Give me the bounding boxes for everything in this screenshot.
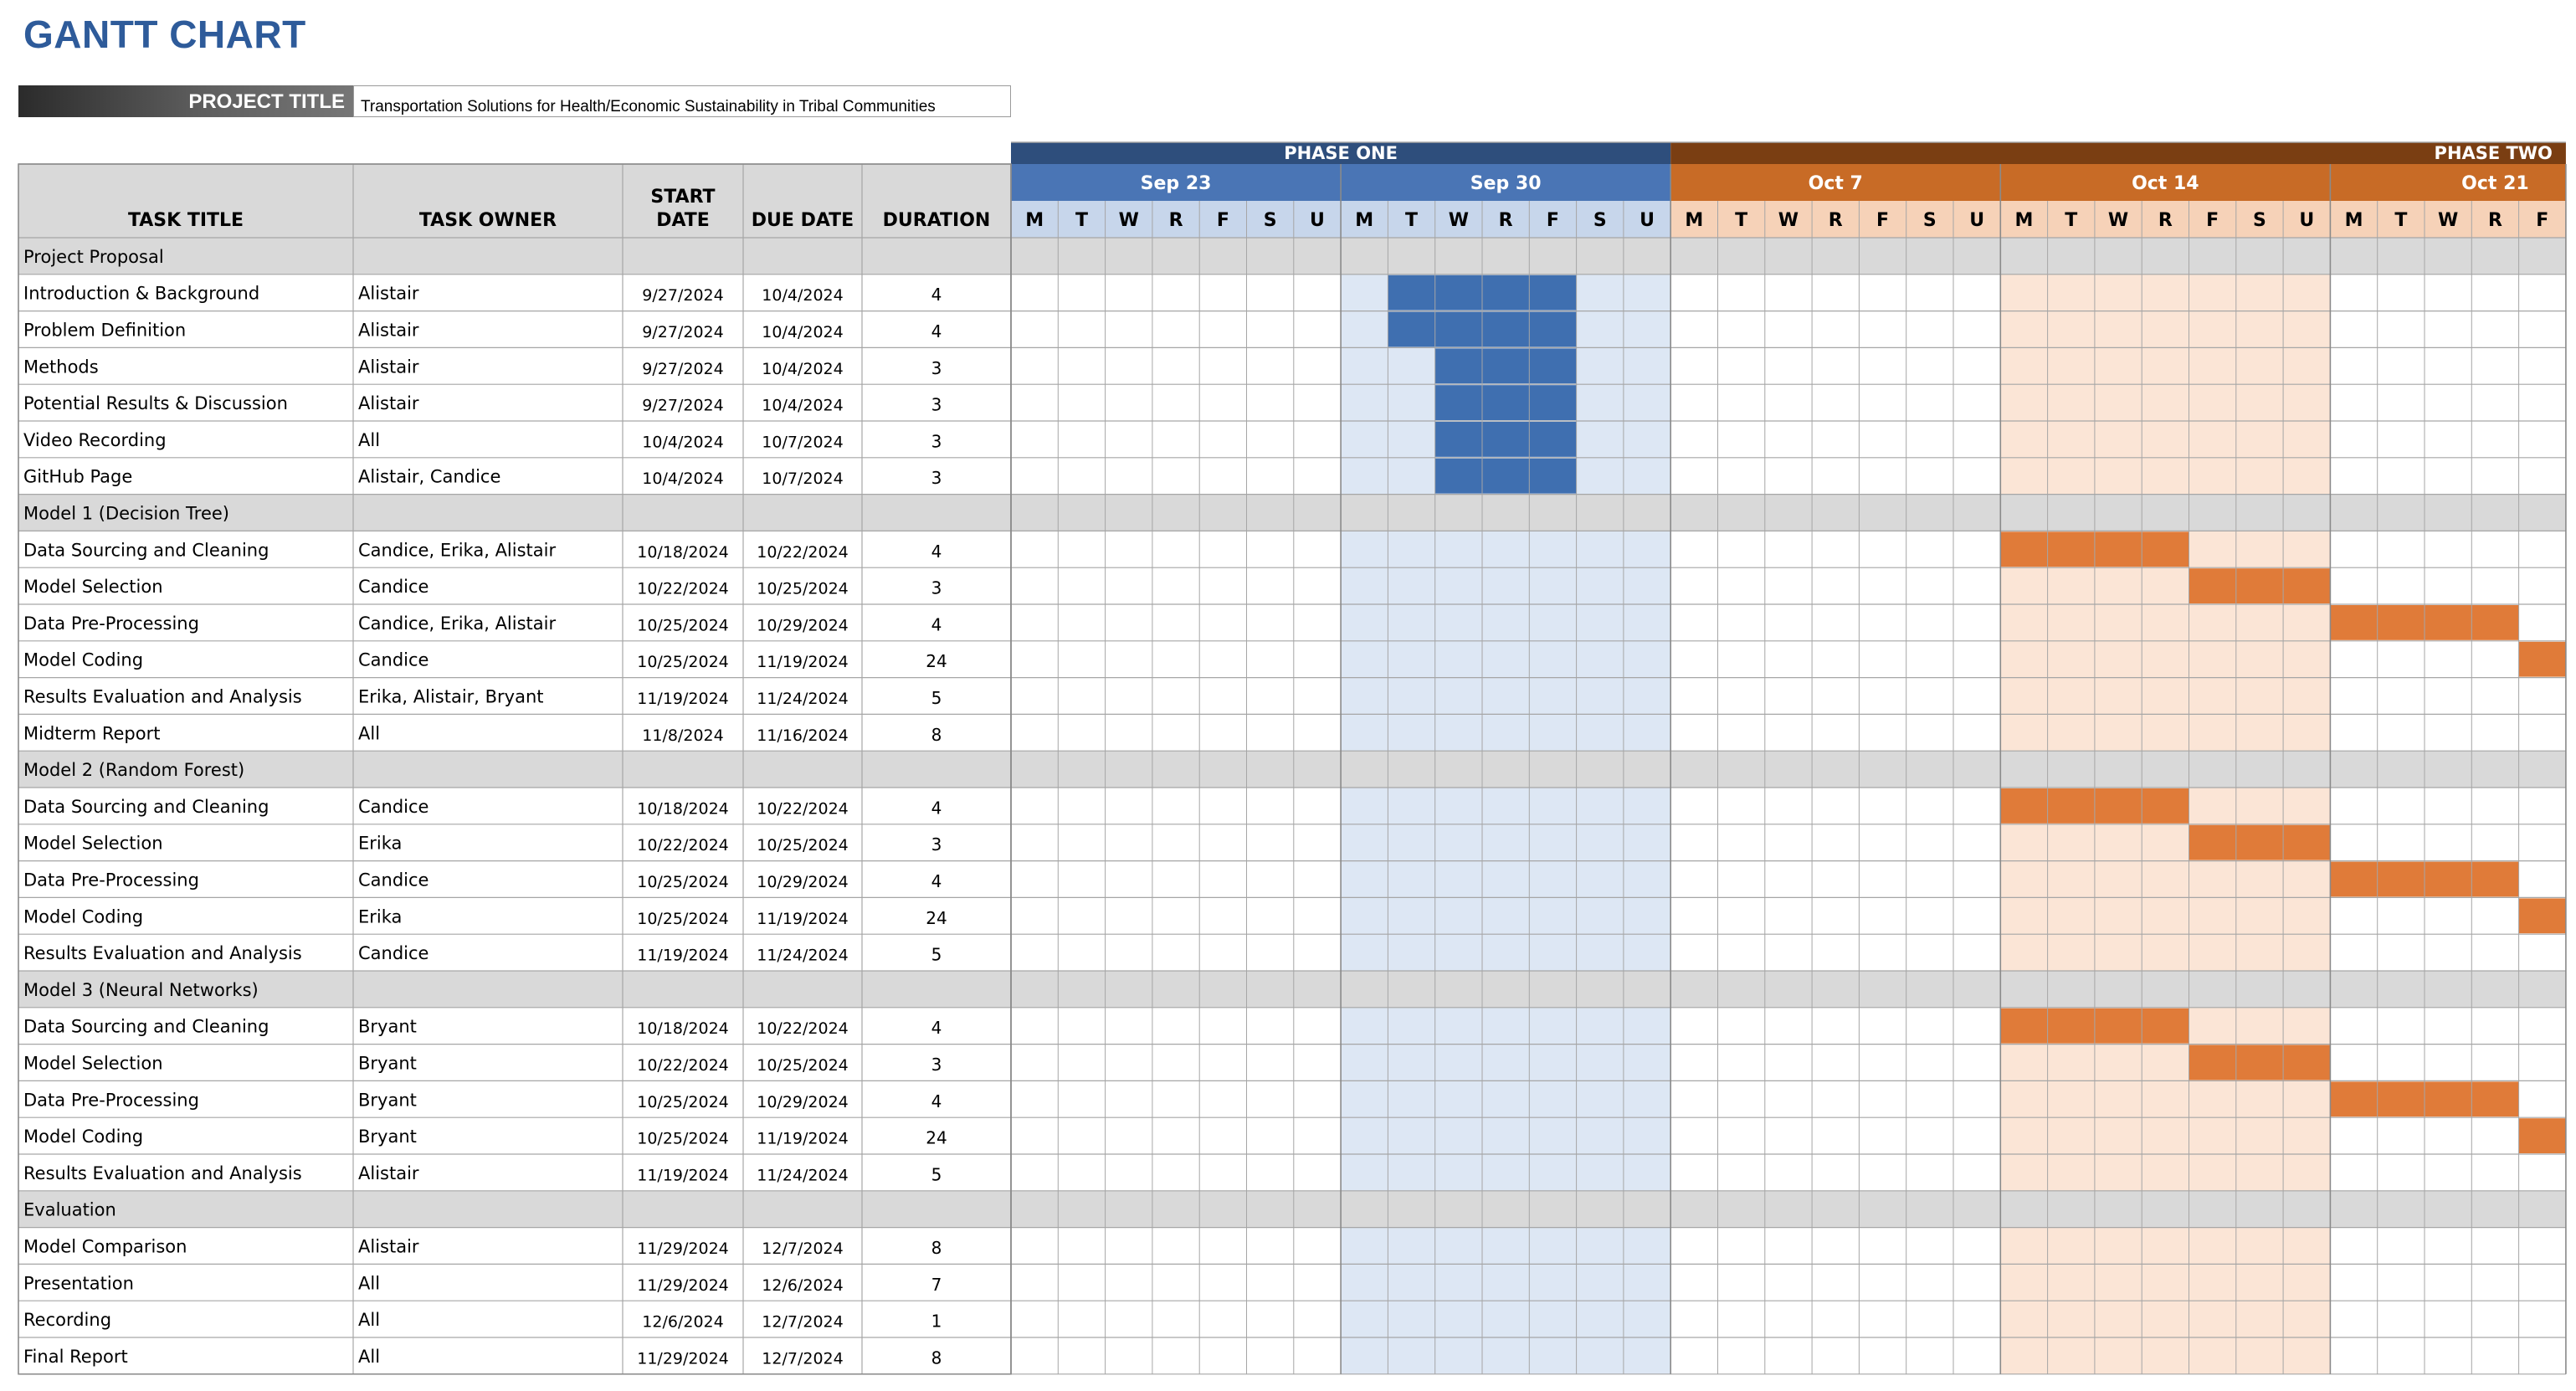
due-date-cell[interactable]: 10/4/2024 (762, 359, 844, 378)
day-letter: W (1448, 210, 1469, 231)
task-title-cell[interactable]: Midterm Report (23, 723, 161, 744)
start-date-cell[interactable]: 10/22/2024 (637, 579, 729, 598)
duration-cell[interactable]: 4 (931, 871, 942, 891)
duration-cell[interactable]: 3 (931, 431, 942, 452)
start-date-cell[interactable]: 10/18/2024 (637, 542, 729, 562)
start-date-cell[interactable]: 11/29/2024 (637, 1276, 729, 1295)
start-date-cell[interactable]: 10/4/2024 (642, 470, 724, 489)
start-date-cell[interactable]: 9/27/2024 (642, 323, 724, 341)
task-title-cell[interactable]: GitHub Page (23, 466, 133, 487)
task-owner-cell[interactable]: Candice, Erika, Alistair (358, 540, 557, 561)
task-title-cell[interactable]: Data Sourcing and Cleaning (23, 540, 269, 561)
day-letter: F (1876, 210, 1890, 231)
task-title-cell[interactable]: Recording (23, 1310, 112, 1331)
start-date-cell[interactable]: 10/25/2024 (637, 909, 729, 928)
phase-band (1670, 142, 2566, 164)
due-date-cell[interactable]: 10/4/2024 (762, 323, 844, 341)
due-date-cell[interactable]: 10/22/2024 (757, 1019, 849, 1039)
project-title-field[interactable]: Transportation Solutions for Health/Economic Sustainability in Tribal Communities (353, 85, 1011, 117)
gantt-bar[interactable] (1435, 459, 1577, 494)
day-letter: S (2253, 210, 2266, 231)
task-title-cell[interactable]: Data Pre-Processing (23, 1090, 199, 1111)
start-date-cell[interactable]: 11/19/2024 (637, 946, 729, 965)
section-title: Model 3 (Neural Networks) (23, 979, 259, 1000)
start-date-cell[interactable]: 10/25/2024 (637, 616, 729, 635)
day-letter: M (2014, 210, 2034, 231)
start-date-cell[interactable]: 10/25/2024 (637, 873, 729, 891)
task-owner-cell[interactable]: All (358, 723, 381, 744)
duration-cell[interactable]: 4 (931, 1018, 942, 1039)
week-label: Oct 21 (2461, 173, 2529, 194)
day-letter: R (2487, 210, 2502, 231)
start-date-cell[interactable]: 10/22/2024 (637, 836, 729, 855)
due-date-cell[interactable]: 10/29/2024 (757, 616, 849, 635)
due-date-cell[interactable]: 11/16/2024 (757, 726, 849, 745)
start-date-cell[interactable]: 11/19/2024 (637, 1166, 729, 1185)
day-letter: T (1735, 210, 1748, 231)
duration-cell[interactable]: 8 (931, 724, 942, 745)
start-date-cell[interactable]: 10/4/2024 (642, 433, 724, 452)
due-date-cell[interactable]: 10/29/2024 (757, 873, 849, 891)
due-date-cell[interactable]: 10/25/2024 (757, 1056, 849, 1075)
task-owner-cell[interactable]: Alistair (358, 1163, 419, 1183)
task-owner-cell[interactable]: Erika, Alistair, Bryant (358, 686, 544, 707)
page-title: GANTT CHART (23, 13, 306, 56)
duration-cell[interactable]: 4 (931, 321, 942, 341)
due-date-cell[interactable]: 12/7/2024 (762, 1312, 844, 1332)
due-date-cell[interactable]: 11/24/2024 (757, 1166, 849, 1185)
due-date-cell[interactable]: 12/6/2024 (762, 1276, 844, 1295)
phase-label: PHASE TWO (2434, 143, 2553, 163)
task-title-cell[interactable]: Potential Results & Discussion (23, 393, 288, 414)
day-letter: U (1640, 210, 1655, 231)
phase-label: PHASE ONE (1284, 143, 1398, 163)
day-letter: R (1828, 210, 1843, 231)
duration-cell[interactable]: 3 (931, 1055, 942, 1075)
task-title-cell[interactable]: Methods (23, 357, 99, 377)
task-owner-cell[interactable]: Alistair, Candice (358, 466, 501, 487)
due-date-cell[interactable]: 10/4/2024 (762, 286, 844, 305)
week-header (2330, 164, 2566, 201)
duration-cell[interactable]: 3 (931, 357, 942, 378)
day-letter: R (1168, 210, 1183, 231)
header-start-date-line1: START (650, 187, 716, 208)
task-title-cell[interactable]: Model Comparison (23, 1236, 187, 1257)
gantt-bar[interactable] (2519, 642, 2566, 677)
section-title: Evaluation (23, 1199, 116, 1220)
day-letter: W (2107, 210, 2129, 231)
day-letter: F (2536, 210, 2549, 231)
duration-cell[interactable]: 3 (931, 394, 942, 415)
start-date-cell[interactable]: 9/27/2024 (642, 359, 724, 378)
task-owner-cell[interactable]: Candice (358, 796, 429, 817)
start-date-cell[interactable]: 10/25/2024 (637, 1129, 729, 1148)
due-date-cell[interactable]: 10/7/2024 (762, 470, 844, 489)
section-title: Project Proposal (23, 246, 164, 267)
due-date-cell[interactable]: 10/29/2024 (757, 1092, 849, 1111)
gantt-bar[interactable] (1435, 385, 1577, 420)
task-owner-cell[interactable]: Bryant (358, 1090, 417, 1111)
duration-cell[interactable]: 5 (931, 1164, 942, 1185)
day-letter: T (1405, 210, 1419, 231)
start-date-cell[interactable]: 11/29/2024 (637, 1349, 729, 1368)
task-owner-cell[interactable]: Erika (358, 833, 403, 854)
project-title-label: PROJECT TITLE (18, 85, 353, 117)
start-date-cell[interactable]: 10/18/2024 (637, 1019, 729, 1039)
task-owner-cell[interactable]: All (358, 1273, 381, 1294)
header-duration: DURATION (882, 210, 991, 231)
section-row (18, 751, 2566, 788)
task-title-cell[interactable]: Results Evaluation and Analysis (23, 943, 302, 964)
day-letter: S (1922, 210, 1937, 231)
gantt-bar[interactable] (2189, 825, 2331, 860)
task-title-cell[interactable]: Data Sourcing and Cleaning (23, 1016, 269, 1037)
due-date-cell[interactable]: 10/25/2024 (757, 579, 849, 598)
task-owner-cell[interactable]: Candice (358, 943, 429, 964)
duration-cell[interactable]: 1 (931, 1311, 942, 1332)
task-owner-cell[interactable]: Bryant (358, 1127, 417, 1147)
day-letter: R (1498, 210, 1513, 231)
section-title: Model 2 (Random Forest) (23, 760, 245, 781)
day-letter: M (1685, 210, 1704, 231)
due-date-cell[interactable]: 10/4/2024 (762, 396, 844, 415)
gantt-bar[interactable] (2519, 1118, 2566, 1153)
task-owner-cell[interactable]: Alistair (358, 1236, 419, 1257)
gantt-bar[interactable] (2519, 898, 2566, 933)
start-date-cell[interactable]: 10/18/2024 (637, 799, 729, 819)
day-letter: R (2158, 210, 2173, 231)
day-letter: M (1025, 210, 1044, 231)
start-date-cell[interactable]: 11/8/2024 (642, 726, 724, 745)
task-owner-cell[interactable]: All (358, 1346, 381, 1367)
task-owner-cell[interactable]: Alistair (358, 283, 419, 304)
duration-cell[interactable]: 7 (931, 1274, 942, 1295)
gantt-bar[interactable] (1435, 422, 1577, 457)
task-title-cell[interactable]: Presentation (23, 1273, 134, 1294)
section-title: Model 1 (Decision Tree) (23, 503, 229, 524)
gantt-bar[interactable] (2189, 568, 2331, 603)
day-letter: M (1355, 210, 1374, 231)
task-title-cell[interactable]: Problem Definition (23, 320, 187, 341)
header-task-owner: TASK OWNER (418, 210, 557, 231)
task-owner-cell[interactable]: Candice (358, 649, 429, 670)
day-letter: U (1310, 210, 1325, 231)
day-letter: F (1546, 210, 1559, 231)
due-date-cell[interactable]: 12/7/2024 (762, 1240, 844, 1258)
day-letter: T (2394, 210, 2408, 231)
task-owner-cell[interactable]: Candice, Erika, Alistair (358, 613, 557, 634)
day-letter: S (1263, 210, 1277, 231)
week-label: Oct 7 (1808, 173, 1863, 194)
duration-cell[interactable]: 4 (931, 285, 942, 305)
task-owner-cell[interactable]: Alistair (358, 393, 419, 414)
start-date-cell[interactable]: 9/27/2024 (642, 396, 724, 415)
duration-cell[interactable]: 24 (926, 907, 947, 928)
task-title-cell[interactable]: Data Pre-Processing (23, 870, 199, 891)
day-letter: W (1778, 210, 1799, 231)
duration-cell[interactable]: 4 (931, 614, 942, 635)
task-title-cell[interactable]: Data Sourcing and Cleaning (23, 796, 269, 817)
task-owner-cell[interactable]: All (358, 429, 381, 450)
due-date-cell[interactable]: 10/22/2024 (757, 542, 849, 562)
day-letter: M (2344, 210, 2363, 231)
task-owner-cell[interactable]: All (358, 1310, 381, 1331)
task-owner-cell[interactable]: Bryant (358, 1053, 417, 1074)
start-date-cell[interactable]: 11/19/2024 (637, 690, 729, 708)
gantt-bar[interactable] (2189, 1045, 2331, 1080)
duration-cell[interactable]: 4 (931, 1091, 942, 1111)
week-label: Sep 23 (1140, 173, 1212, 194)
task-title-cell[interactable]: Introduction & Background (23, 283, 260, 304)
section-row (18, 1191, 2566, 1228)
task-title-cell[interactable]: Model Selection (23, 1053, 163, 1074)
week-label: Sep 30 (1470, 173, 1542, 194)
day-letter: U (1969, 210, 1985, 231)
gantt-bar[interactable] (1435, 348, 1577, 383)
due-date-cell[interactable]: 11/24/2024 (757, 946, 849, 965)
duration-cell[interactable]: 3 (931, 468, 942, 489)
duration-cell[interactable]: 24 (926, 1127, 947, 1148)
duration-cell[interactable]: 3 (931, 834, 942, 855)
header-task-title: TASK TITLE (127, 210, 244, 231)
task-title-cell[interactable]: Model Coding (23, 649, 144, 670)
start-date-cell[interactable]: 10/25/2024 (637, 653, 729, 672)
day-letter: F (1216, 210, 1229, 231)
due-date-cell[interactable]: 11/24/2024 (757, 690, 849, 708)
start-date-cell[interactable]: 10/25/2024 (637, 1092, 729, 1111)
day-letter: T (1075, 210, 1088, 231)
week-label: Oct 14 (2132, 173, 2199, 194)
header-due-date: DUE DATE (751, 210, 854, 231)
duration-cell[interactable]: 4 (931, 541, 942, 562)
start-date-cell[interactable]: 9/27/2024 (642, 286, 724, 305)
task-title-cell[interactable]: Model Coding (23, 1127, 144, 1147)
day-letter: F (2206, 210, 2219, 231)
due-date-cell[interactable]: 10/7/2024 (762, 433, 844, 452)
task-owner-cell[interactable]: Erika (358, 906, 403, 927)
task-title-cell[interactable]: Results Evaluation and Analysis (23, 1163, 302, 1183)
due-date-cell[interactable]: 12/7/2024 (762, 1349, 844, 1368)
duration-cell[interactable]: 5 (931, 944, 942, 965)
start-date-cell[interactable]: 12/6/2024 (642, 1312, 724, 1332)
task-owner-cell[interactable]: Alistair (358, 357, 419, 377)
section-row (18, 238, 2566, 275)
duration-cell[interactable]: 3 (931, 577, 942, 598)
due-date-cell[interactable]: 10/25/2024 (757, 836, 849, 855)
task-title-cell[interactable]: Model Selection (23, 833, 163, 854)
due-date-cell[interactable]: 10/22/2024 (757, 799, 849, 819)
day-letter: S (1593, 210, 1607, 231)
section-row (18, 495, 2566, 531)
day-letter: U (2299, 210, 2315, 231)
task-owner-cell[interactable]: Bryant (358, 1016, 417, 1037)
section-row (18, 971, 2566, 1008)
day-letter: W (2438, 210, 2459, 231)
start-date-cell[interactable]: 10/22/2024 (637, 1056, 729, 1075)
due-date-cell[interactable]: 11/19/2024 (757, 1129, 849, 1148)
duration-cell[interactable]: 8 (931, 1238, 942, 1258)
due-date-cell[interactable]: 11/19/2024 (757, 909, 849, 928)
duration-cell[interactable]: 4 (931, 798, 942, 819)
task-owner-cell[interactable]: Candice (358, 870, 429, 891)
task-title-cell[interactable]: Model Coding (23, 906, 144, 927)
task-title-cell[interactable]: Results Evaluation and Analysis (23, 686, 302, 707)
task-owner-cell[interactable]: Candice (358, 577, 429, 598)
duration-cell[interactable]: 5 (931, 688, 942, 708)
task-owner-cell[interactable]: Alistair (358, 320, 419, 341)
day-letter: T (2065, 210, 2078, 231)
start-date-cell[interactable]: 11/29/2024 (637, 1240, 729, 1258)
header-start-date-line2: DATE (656, 210, 710, 231)
task-title-cell[interactable]: Data Pre-Processing (23, 613, 199, 634)
task-title-cell[interactable]: Final Report (23, 1346, 128, 1367)
day-letter: W (1118, 210, 1139, 231)
task-title-cell[interactable]: Video Recording (23, 429, 167, 450)
task-title-cell[interactable]: Model Selection (23, 577, 163, 598)
due-date-cell[interactable]: 11/19/2024 (757, 653, 849, 672)
duration-cell[interactable]: 8 (931, 1347, 942, 1368)
duration-cell[interactable]: 24 (926, 651, 947, 672)
